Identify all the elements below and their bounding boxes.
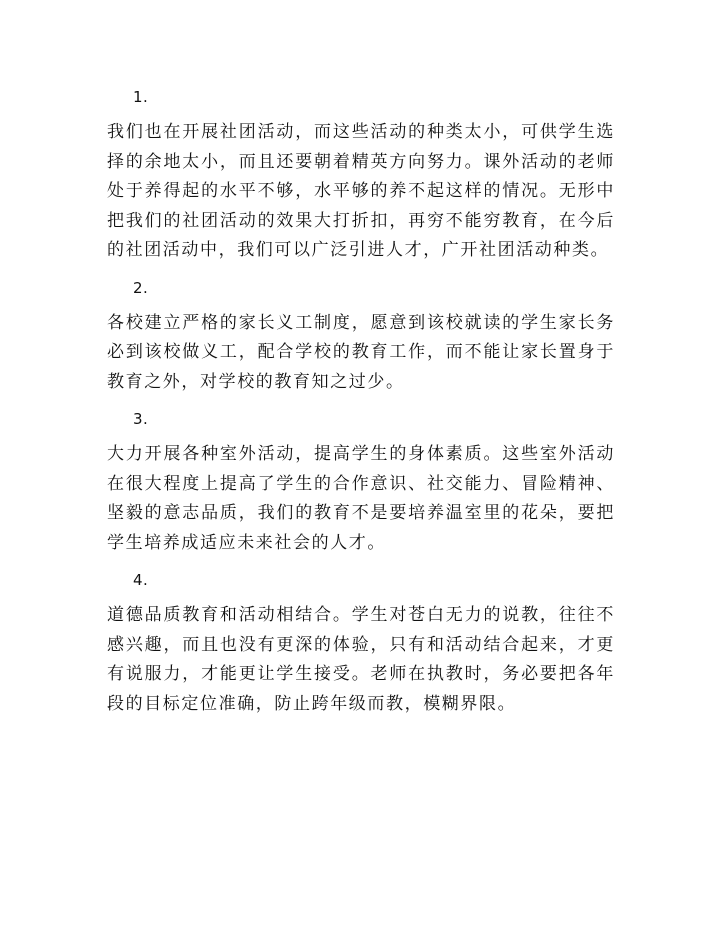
- section-3: [107, 410, 615, 558]
- section-4: [107, 571, 615, 719]
- section-number: 2.: [133, 278, 149, 297]
- section-paragraph: 我们也在开展社团活动，而这些活动的种类太小，可供学生选择的余地太小，而且还要朝着精英方向努力。课外活动的老师处于养得起的水平不够，水平够的养不起这样的情况。无形中把我们的社团活动的效果大打折扣，再穷不能穷教育，在今后的社团活动中，我们可以广泛引进人才，广开社团活动种类。: [107, 122, 615, 260]
- section-number: 1.: [133, 88, 149, 106]
- document-body: [107, 88, 615, 732]
- section-1: [107, 88, 615, 266]
- section-number: 4.: [133, 571, 149, 589]
- section-paragraph: 大力开展各种室外活动，提高学生的身体素质。这些室外活动在很大程度上提高了学生的合作意识、社交能力、冒险精神、坚毅的意志品质，我们的教育不是要培养温室里的花朵，要把学生培养成适应未来社会的人才。: [107, 444, 615, 553]
- section-2: [107, 279, 615, 398]
- section-number: 3.: [133, 410, 149, 428]
- section-paragraph: 道德品质教育和活动相结合。学生对苍白无力的说教，往往不感兴趣，而且也没有更深的体验，只有和活动结合起来，才更有说服力，才能更让学生接受。老师在执教时，务必要把各年段的目标定位准确，防止跨年级而教，模糊界限。: [107, 605, 615, 714]
- section-paragraph: 各校建立严格的家长义工制度，愿意到该校就读的学生家长务必到该校做义工，配合学校的教育工作，而不能让家长置身于教育之外，对学校的教育知之过少。: [107, 312, 615, 392]
